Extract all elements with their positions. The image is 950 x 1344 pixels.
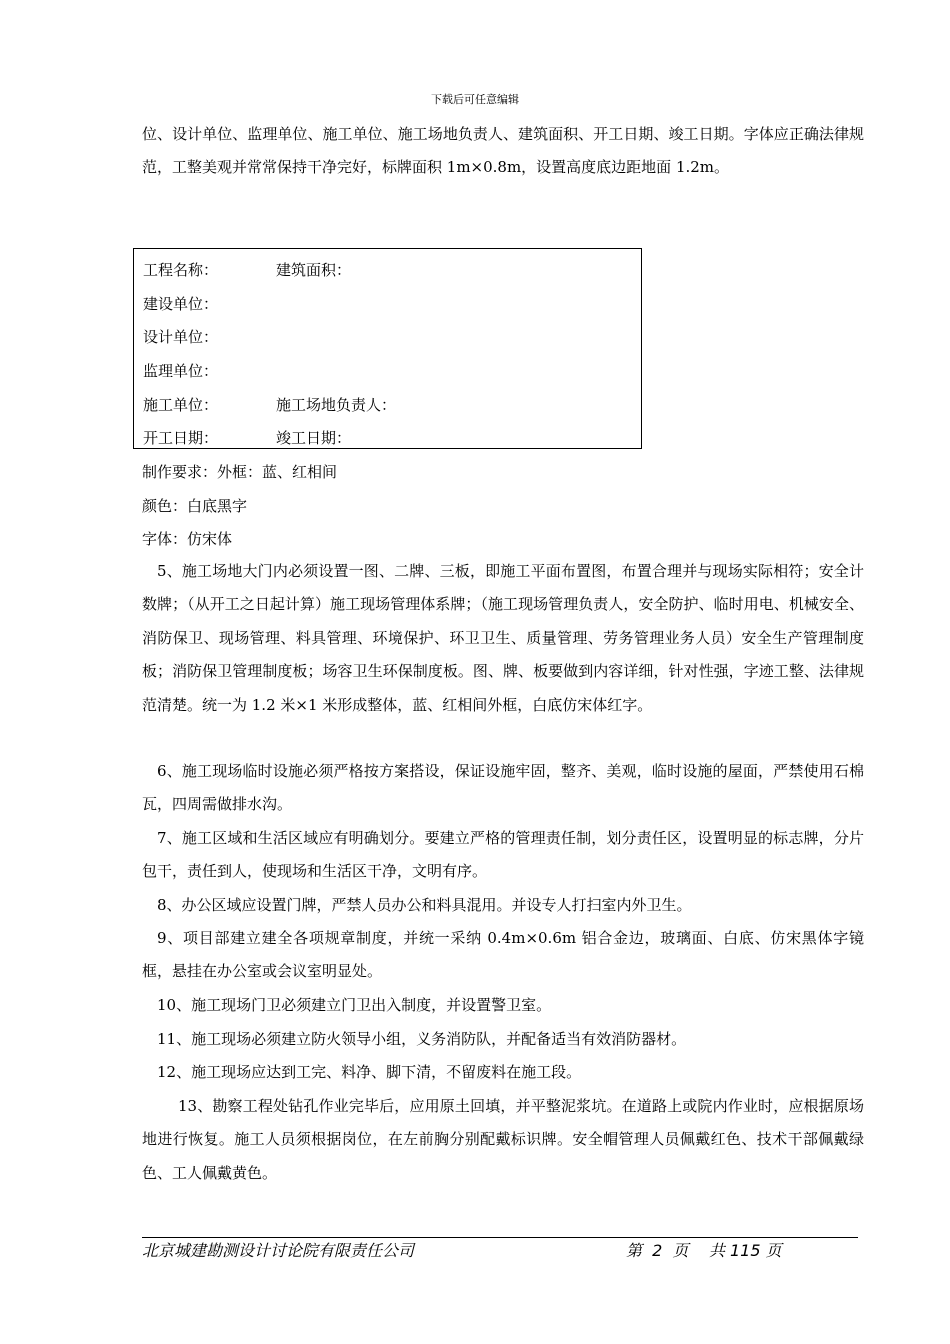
sign-row-label-2: 施工场地负责人： xyxy=(276,396,397,414)
item-7: 7、施工区域和生活区域应有明确划分。要建立严格的管理责任制，划分责任区，设置明显的标志牌，分片包干，责任到人，使现场和生活区干净，文明有序。 xyxy=(142,829,864,881)
footer-page-number: 第 2 页 共 115 页 xyxy=(626,1241,782,1260)
intro-paragraph: 位、设计单位、监理单位、施工单位、施工场地负责人、建筑面积、开工日期、竣工日期。字体应正确法律规范，工整美观并常常保持干净完好，标牌面积 1m×0.8m，设置高度底边距地面 1.2m。 xyxy=(142,125,864,177)
requirement-frame: 制作要求：外框：蓝、红相间 xyxy=(142,463,338,481)
sign-row-label-2: 竣工日期： xyxy=(276,429,352,447)
sign-row-label: 监理单位： xyxy=(143,362,219,380)
sign-row-label: 施工单位： xyxy=(143,396,219,414)
header-note: 下载后可任意编辑 xyxy=(431,93,519,106)
sign-row xyxy=(143,427,352,448)
item-8: 8、办公区域应设置门牌，严禁人员办公和料具混用。并设专人打扫室内外卫生。 xyxy=(157,896,692,914)
item-11: 11、施工现场必须建立防火领导小组，义务消防队，并配备适当有效消防器材。 xyxy=(157,1030,687,1048)
sign-row-label: 建设单位： xyxy=(143,295,219,313)
sign-row xyxy=(143,394,397,415)
sign-row-label: 开工日期： xyxy=(143,429,219,447)
sign-row xyxy=(143,259,352,280)
sign-row-label: 工程名称： xyxy=(143,261,219,279)
item-10: 10、施工现场门卫必须建立门卫出入制度，并设置警卫室。 xyxy=(157,996,552,1014)
item-5: 5、施工场地大门内必须设置一图、二牌、三板，即施工平面布置图，布置合理并与现场实际相符；安全计数牌；（从开工之日起计算）施工现场管理体系牌；（施工现场管理负责人，安全防护、临时用电、机械安全、消防保卫、现场管理、料具管理、环境保护、环卫卫生、质量管理、劳务管理业务人员）安全生产管理制度板；消防保卫管理制度板；场容卫生环保制度板。图、牌、板要做到内容详细，针对性强，字迹工整、法律规范清楚。统一为 1.2 米×1 米形成整体，蓝、红相间外框，白底仿宋体红字。 xyxy=(142,562,864,714)
sign-row xyxy=(143,293,218,314)
requirement-color: 颜色：白底黑字 xyxy=(142,497,248,515)
project-sign-box xyxy=(133,248,642,449)
sign-row xyxy=(143,326,218,347)
sign-row-label-2: 建筑面积： xyxy=(276,261,352,279)
item-9: 9、项目部建立建全各项规章制度，并统一采纳 0.4m×0.6m 铝合金边，玻璃面、白底、仿宋黑体字镜框，悬挂在办公室或会议室明显处。 xyxy=(142,929,864,981)
item-13: 13、勘察工程处钻孔作业完毕后，应用原土回填，并平整泥浆坑。在道路上或院内作业时，应根据原场地进行恢复。施工人员须根据岗位，在左前胸分别配戴标识牌。安全帽管理人员佩戴红色、技术干部佩戴绿色、工人佩戴黄色。 xyxy=(142,1097,864,1182)
requirement-font: 字体：仿宋体 xyxy=(142,530,233,548)
sign-row xyxy=(143,360,218,381)
item-12: 12、施工现场应达到工完、料净、脚下清，不留废料在施工段。 xyxy=(157,1063,582,1081)
item-6: 6、施工现场临时设施必须严格按方案搭设，保证设施牢固，整齐、美观，临时设施的屋面，严禁使用石棉瓦，四周需做排水沟。 xyxy=(142,762,864,814)
footer-company: 北京城建勘测设计讨论院有限责任公司 xyxy=(142,1241,415,1260)
sign-row-label: 设计单位： xyxy=(143,328,219,346)
